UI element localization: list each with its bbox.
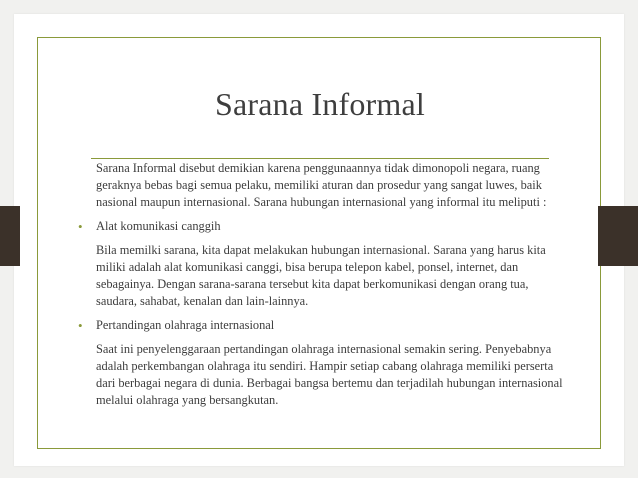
bullet-icon: • <box>78 219 83 234</box>
title-underline <box>91 158 549 159</box>
slide-body <box>78 160 564 416</box>
bullet-item <box>78 317 564 334</box>
left-side-tab <box>0 206 20 266</box>
bullet-item <box>78 218 564 235</box>
bullet-paragraph: Saat ini penyelenggaraan pertandingan olahraga internasional semakin sering. Penyebabnya adalah perkembangan olahraga itu sendiri. Hampir setiap cabang olahraga memiliki perserta dari berbagai negara di dunia. Berbagai bangsa bertemu dan terjadilah hubungan internasional melalui olahraga yang bersangkutan. <box>96 342 563 407</box>
intro-paragraph: Sarana Informal disebut demikian karena penggunaannya tidak dimonopoli negara, ruang geraknya bebas bagi semua pelaku, memiliki aturan dan prosedur yang sangat luwes, baik nasional maupun internasional. Sarana hubungan internasional yang informal itu meliputi : <box>96 161 547 209</box>
bullet-paragraph: Bila memilki sarana, kita dapat melakukan hubungan internasional. Sarana yang harus kita miliki adalah alat komunikasi canggi, bisa berupa telepon kabel, ponsel, internet, dan sebagainya. Dengan sarana-sarana tersebut kita dapat berkomunikasi dengan orang tua, saudara, sahabat, kenalan dan lain-lainnya. <box>96 243 546 308</box>
bullet-heading: Pertandingan olahraga internasional <box>96 318 275 332</box>
right-side-tab <box>598 206 638 266</box>
bullet-icon: • <box>78 318 83 333</box>
slide-title: Sarana Informal <box>214 86 425 122</box>
bullet-heading: Alat komunikasi canggih <box>96 219 221 233</box>
